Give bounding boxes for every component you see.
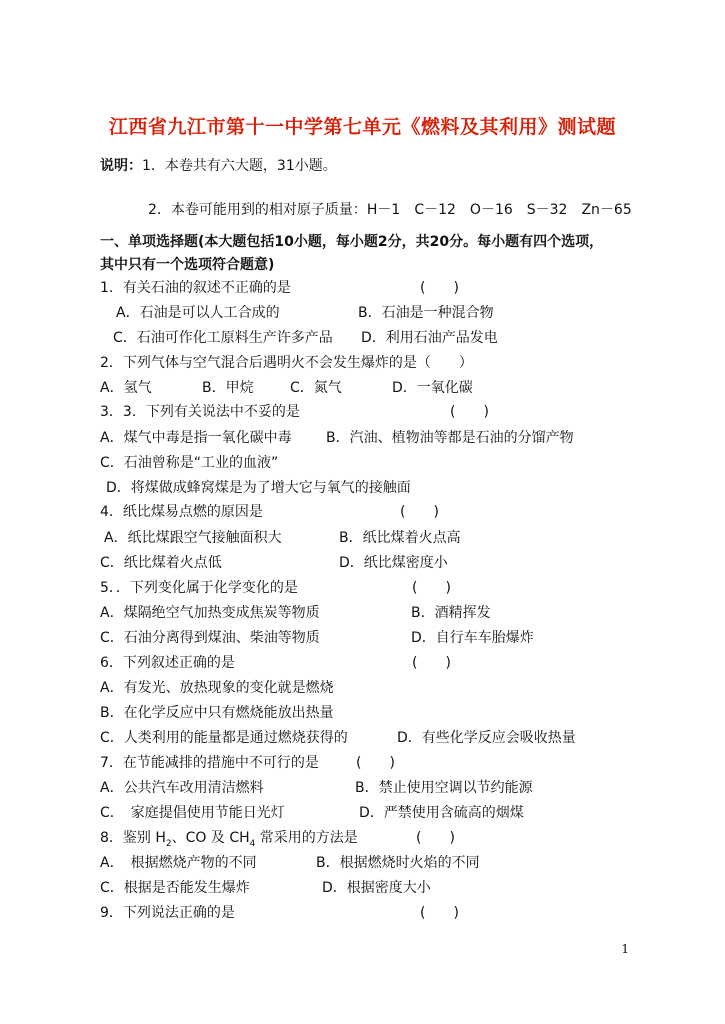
q5-option-b: B．酒精挥发 [411, 605, 491, 621]
q3-option-d: D．将煤做成蜂窝煤是为了增大它与氧气的接触面 [106, 480, 411, 496]
q5-stem: 5．．下列变化属于化学变化的是 [100, 580, 298, 596]
q1-option-c: C．石油可作化工原料生产许多产品 [113, 330, 333, 346]
q8-stem [100, 828, 358, 854]
page-number: 1 [621, 942, 629, 956]
q5-option-d: D．自行车车胎爆炸 [411, 630, 534, 646]
q8-stem-pre: 8．鉴别 H [100, 830, 166, 846]
q6-stem: 6．下列叙述正确的是 [100, 655, 235, 671]
q3-option-a: A．煤气中毒是指一氧化碳中毒 [100, 430, 292, 446]
q7-option-d: D．严禁使用含硫高的烟煤 [359, 805, 524, 821]
q8-stem-mid: 、CO 及 CH [171, 830, 250, 846]
q7-option-b: B．禁止使用空调以节约能源 [355, 780, 533, 796]
q1-option-b: B．石油是一种混合物 [358, 305, 494, 321]
q8-stem-post: 常采用的方法是 [255, 830, 358, 846]
note-1: 1．本卷共有六大题，31小题。 [142, 158, 337, 174]
q2-option-d: D．一氧化碳 [392, 380, 473, 396]
q2-option-b: B．甲烷 [202, 380, 254, 396]
q5-answer-blank: ( ) [412, 580, 451, 596]
q6-option-d: D．有些化学反应会吸收热量 [397, 730, 576, 746]
q3-stem: 3．3．下列有关说法中不妥的是 [100, 404, 300, 420]
q3-option-b: B．汽油、植物油等都是石油的分馏产物 [326, 430, 574, 446]
q8-option-b: B．根据燃烧时火焰的不同 [316, 855, 480, 871]
q3-answer-blank: ( ) [450, 404, 489, 420]
q4-stem: 4．纸比煤易点燃的原因是 [100, 504, 263, 520]
q1-stem: 1．有关石油的叙述不正确的是 [100, 280, 291, 296]
q7-stem: 7．在节能减排的措施中不可行的是 [100, 755, 319, 771]
q4-option-b: B．纸比煤着火点高 [339, 530, 461, 546]
notes-line-1 [100, 156, 337, 176]
q8-subscript-2: 2 [165, 838, 172, 849]
page-title: 江西省九江市第十一中学第七单元《燃料及其利用》测试题 [108, 116, 616, 138]
q9-answer-blank: ( ) [420, 905, 459, 921]
notes-label: 说明： [100, 158, 142, 174]
q8-subscript-4: 4 [249, 838, 256, 849]
q2-option-c: C．氮气 [290, 380, 342, 396]
note-2: 2．本卷可能用到的相对原子质量：H－1 C－12 O－16 S－32 Zn－65 [148, 202, 632, 218]
q7-answer-blank: ( ) [356, 755, 395, 771]
q4-answer-blank: ( ) [400, 504, 439, 520]
q8-option-a: A． 根据燃烧产物的不同 [100, 855, 257, 871]
q3-option-c: C．石油曾称是“工业的血液” [100, 455, 279, 471]
q6-option-b: B．在化学反应中只有燃烧能放出热量 [100, 705, 334, 721]
q9-stem: 9．下列说法正确的是 [100, 905, 235, 921]
q8-answer-blank: ( ) [416, 830, 455, 846]
q5-option-c: C．石油分离得到煤油、柴油等物质 [100, 630, 320, 646]
q4-option-a: A．纸比煤跟空气接触面积大 [104, 530, 282, 546]
q6-answer-blank: ( ) [412, 655, 451, 671]
section-heading-line-1: 一、单项选择题(本大题包括10小题，每小题2分，共20分。每小题有四个选项， [100, 234, 604, 250]
section-heading-line-2: 其中只有一个选项符合题意) [100, 257, 275, 273]
q8-option-c: C．根据是否能发生爆炸 [100, 880, 250, 896]
q1-option-a: A．石油是可以人工合成的 [116, 305, 280, 321]
q7-option-c: C． 家庭提倡使用节能日光灯 [100, 805, 285, 821]
q5-option-a: A．煤隔绝空气加热变成焦炭等物质 [100, 605, 320, 621]
q6-option-c: C．人类利用的能量都是通过燃烧获得的 [100, 730, 348, 746]
q8-option-d: D．根据密度大小 [322, 880, 431, 896]
q1-option-d: D．利用石油产品发电 [361, 330, 498, 346]
q2-option-a: A．氢气 [100, 380, 152, 396]
q1-answer-blank: ( ) [420, 280, 459, 296]
q4-option-d: D．纸比煤密度小 [339, 555, 448, 571]
q2-stem: 2．下列气体与空气混合后遇明火不会发生爆炸的是（ ） [100, 355, 473, 371]
q7-option-a: A．公共汽车改用清洁燃料 [100, 780, 264, 796]
q4-option-c: C．纸比煤着火点低 [100, 555, 222, 571]
q6-option-a: A．有发光、放热现象的变化就是燃烧 [100, 680, 334, 696]
